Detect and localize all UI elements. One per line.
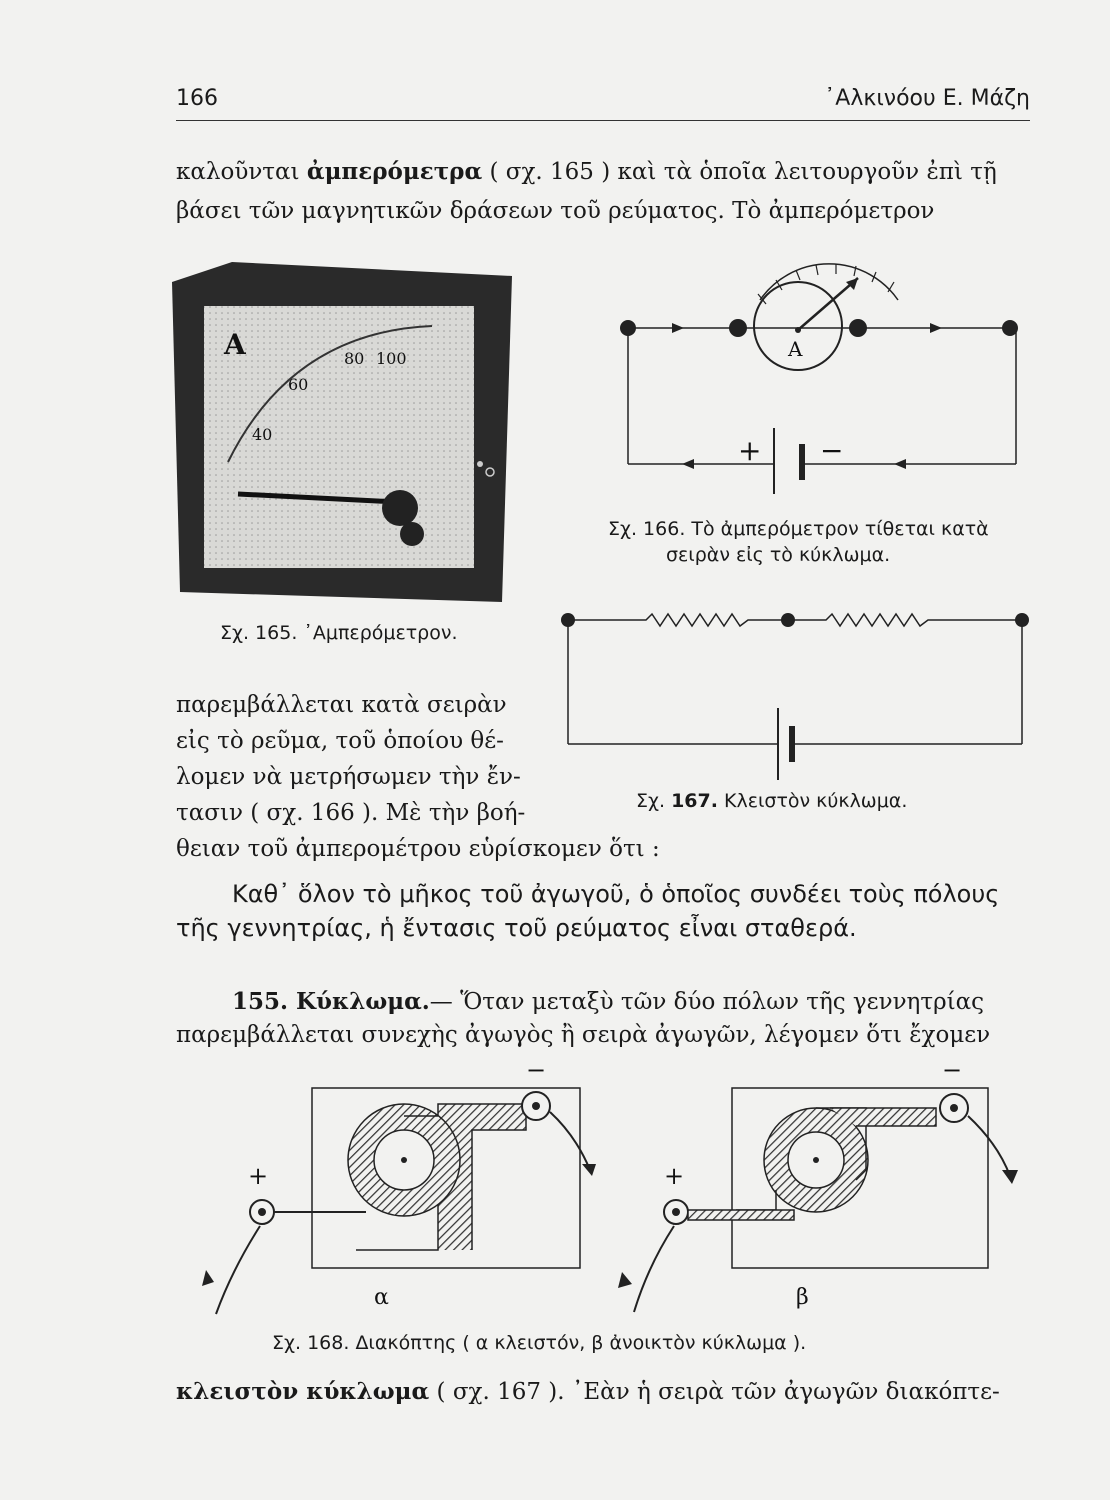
intro-rest: ( σχ. 165 ) καὶ τὰ ὁποῖα λειτουργοῦν ἐπὶ τῇ	[489, 159, 997, 185]
intro-word: καλοῦνται	[176, 159, 300, 185]
fig166-caption-line2: σειρὰν εἰς τὸ κύκλωμα.	[666, 544, 891, 566]
label-beta: β	[796, 1285, 809, 1310]
tick-label: 80	[344, 349, 365, 368]
plus-sign: +	[738, 434, 762, 467]
tick-label: 60	[288, 375, 309, 394]
fig166-circuit	[612, 248, 1032, 508]
resistor-2	[786, 614, 1022, 626]
terminal	[849, 319, 867, 337]
caption-number: 168.	[307, 1332, 350, 1354]
terminal	[620, 320, 636, 336]
terminal	[729, 319, 747, 337]
caption-prefix: Σχ.	[636, 790, 666, 812]
term-ammeters: ἀμπερόμετρα	[306, 158, 483, 185]
section-line-2: παρεμβάλλεται συνεχὴς ἀγωγὸς ἢ σειρὰ ἀγωγῶν, λέγομεν ὅτι ἔχομεν	[176, 1022, 991, 1048]
fig168-switches	[176, 1060, 1036, 1322]
tick-label: 40	[252, 425, 273, 444]
para-left-line-4: τασιν ( σχ. 166 ). Μὲ τὴν βοή-	[176, 800, 526, 826]
minus-sign: −	[526, 1060, 547, 1084]
plus-sign: +	[664, 1162, 685, 1190]
para-left-line-2: εἰς τὸ ρεῦμα, τοῦ ὁποίου θέ-	[176, 728, 504, 754]
fig165-caption: Σχ. 165. ᾿Αμπερόμετρον.	[220, 622, 458, 644]
tick-label: 100	[376, 349, 407, 368]
last-line-rest: ( σχ. 167 ). ᾿Εὰν ἡ σειρὰ τῶν ἀγωγῶν διακόπτε-	[436, 1379, 1000, 1405]
caption-text: Διακόπτης ( α κλειστόν, β ἀνοικτὸν κύκλωμα ).	[355, 1332, 807, 1354]
intro-line-2: βάσει τῶν μαγνητικῶν δράσεων τοῦ ρεύματος. Τὸ ἀμπερόμετρον	[176, 198, 935, 224]
intro-line-1	[176, 158, 1030, 185]
minus-sign: −	[942, 1060, 963, 1084]
page-number: 166	[176, 86, 218, 111]
para-left-line-3: λομεν νὰ μετρήσωμεν τὴν ἔν-	[176, 764, 521, 790]
section-text: — Ὅταν μεταξὺ τῶν δύο πόλων τῆς γεννητρίας	[429, 989, 985, 1015]
caption-text: Κλειστὸν κύκλωμα.	[724, 790, 908, 812]
switch-open	[618, 1060, 1018, 1312]
fig167-circuit	[556, 604, 1034, 784]
minus-sign: −	[820, 434, 844, 467]
plus-sign: +	[248, 1162, 269, 1190]
running-head-author: ᾿Αλκινόου Ε. Μάζη	[824, 86, 1030, 111]
last-line	[176, 1378, 1000, 1405]
para-left-line-1: παρεμβάλλεται κατὰ σειρὰν	[176, 692, 507, 718]
needle-pivot	[382, 490, 418, 526]
terminal	[1002, 320, 1018, 336]
resistor-1	[568, 614, 786, 626]
fig167-caption	[636, 790, 907, 812]
switch-closed	[202, 1060, 596, 1314]
terminal	[781, 613, 795, 627]
rule-line-2: τῆς γεννητρίας, ἡ ἔντασις τοῦ ρεύματος εἶναι σταθερά.	[176, 914, 857, 942]
page-header	[176, 84, 1030, 121]
label-alpha: α	[374, 1285, 389, 1310]
fig166-caption-line1: Σχ. 166. Τὸ ἀμπερόμετρον τίθεται κατὰ	[608, 518, 989, 540]
para-full-line: θειαν τοῦ ἀμπερομέτρου εὑρίσκομεν ὅτι :	[176, 836, 660, 862]
ammeter-photo	[172, 262, 512, 610]
meter-letter: A	[224, 328, 246, 361]
section-heading-line	[232, 988, 984, 1015]
term-closed-circuit: κλειστὸν κύκλωμα	[176, 1378, 430, 1405]
ammeter-symbol-letter: A	[788, 337, 803, 361]
caption-number: 167.	[671, 790, 718, 812]
fig168-caption	[272, 1332, 806, 1354]
rule-line-1: Καθ᾿ ὅλον τὸ μῆκος τοῦ ἀγωγοῦ, ὁ ὁποῖος συνδέει τοὺς πόλους	[232, 880, 1000, 908]
section-number: 155. Κύκλωμα.	[232, 988, 430, 1015]
caption-prefix: Σχ.	[272, 1332, 302, 1354]
